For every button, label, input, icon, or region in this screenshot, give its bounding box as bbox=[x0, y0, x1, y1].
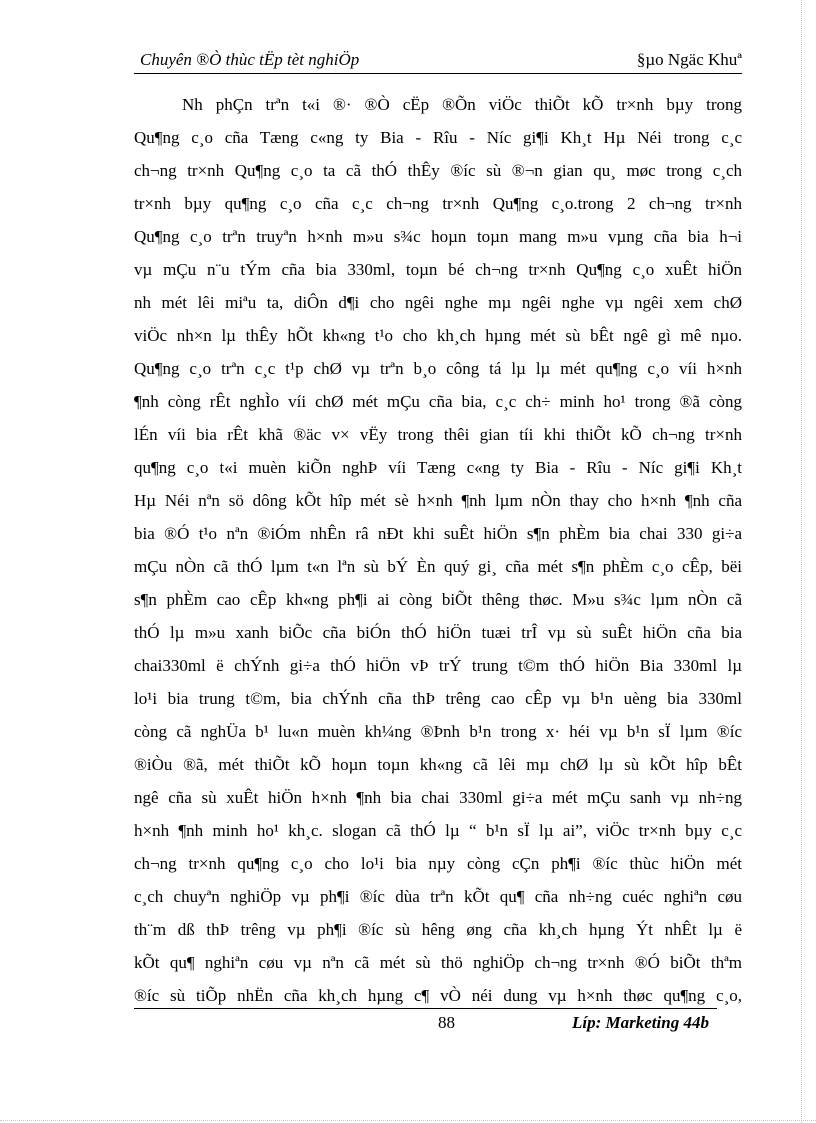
body-paragraph bbox=[134, 88, 742, 1012]
body-line: qu¶ng c¸o t«i muèn kiÕn nghÞ víi Tæng c«ng ty Bia - Rîu - Níc gi¶i Kh¸t bbox=[134, 458, 742, 477]
body-line: Hµ Néi nªn sö dông kÕt hîp mét sè h×nh ¶nh lµm nÒn thay cho h×nh ¶nh cña bbox=[134, 491, 742, 510]
body-line: lo¹i bia trung t©m, bia chÝnh cña thÞ trêng cao cÊp vµ b¹n uèng bia 330ml bbox=[134, 689, 742, 708]
body-line: c¸ch chuyªn nghiÖp vµ ph¶i ®íc dùa trªn kÕt qu¶ cña nh÷ng cuéc nghiªn cøu bbox=[134, 887, 742, 906]
body-line: kÕt qu¶ nghiªn cøu vµ nªn cã mét sù thö nghiÖp ch¬ng tr×nh ®Ó biÕt thªm bbox=[134, 953, 742, 972]
page-number: 88 bbox=[438, 1013, 455, 1032]
body-line: thÓ lµ m»u xanh biÕc cña biÓn thÓ hiÖn tuæi trÎ vµ sù suÊt hiÖn cña bia bbox=[134, 623, 742, 642]
body-line: tr×nh bµy qu¶ng c¸o cña c¸c ch¬ng tr×nh Qu¶ng c¸o.trong 2 ch¬ng tr×nh bbox=[134, 194, 742, 213]
body-line: h×nh ¶nh minh ho¹ kh¸c. slogan cã thÓ lµ “ b¹n sÏ lµ ai”, viÖc tr×nh bµy c¸c bbox=[134, 821, 742, 840]
body-line: ®iÒu ®ã, mét thiÕt kÕ hoµn toµn kh«ng cã lêi mµ chØ lµ sù kÕt hîp bÊt bbox=[134, 755, 742, 774]
body-line: Nh phÇn trªn t«i ®· ®Ò cËp ®Õn viÖc thiÕt kÕ tr×nh bµy trong bbox=[182, 95, 742, 114]
body-line: ch¬ng tr×nh Qu¶ng c¸o ta cã thÓ thÊy ®íc sù ®¬n gian qu¸ møc trong c¸ch bbox=[134, 161, 742, 180]
body-line: Qu¶ng c¸o trªn truyªn h×nh m»u s¾c hoµn toµn mang m»u vµng cña bia h¬i bbox=[134, 227, 742, 246]
body-line: lÉn víi bia rÊt khã ®äc v× vËy trong thêi gian tíi khi thiÕt kÕ ch¬ng tr×nh bbox=[134, 425, 742, 444]
header-rule bbox=[134, 73, 742, 74]
footer-rule bbox=[134, 1008, 717, 1009]
page-header bbox=[134, 50, 742, 74]
body-line: vµ mÇu n¨u tÝm cña bia 330ml, toµn bé ch¬ng tr×nh Qu¶ng c¸o xuÊt hiÖn bbox=[134, 260, 742, 279]
body-line: s¶n phÈm cao cÊp kh«ng ph¶i ai còng biÕt thêng thøc. M»u s¾c lµm nÒn cã bbox=[134, 590, 742, 609]
body-line: mÇu nÒn cã thÓ lµm t«n lªn sù bÝ Èn quý gi¸ cña mét s¶n phÈm c¸o cÊp, bëi bbox=[134, 557, 742, 576]
body-line: ch¬ng tr×nh qu¶ng c¸o cho lo¹i bia nµy còng cÇn ph¶i ®íc thùc hiÖn mét bbox=[134, 854, 742, 873]
body-line: Qu¶ng c¸o trªn c¸c t¹p chØ vµ trªn b¸o công tá lµ lµ mét qu¶ng c¸o víi h×nh bbox=[134, 359, 742, 378]
body-line: ¶nh còng rÊt nghÌo víi chØ mét mÇu cña bia, c¸c ch÷ minh ho¹ trong ®ã còng bbox=[134, 392, 742, 411]
body-line: nh mét lêi miªu ta, diÔn d¶i cho ngêi nghe mµ ngêi nghe vµ ngêi xem chØ bbox=[134, 293, 742, 312]
page-edge-bottom bbox=[0, 1120, 816, 1121]
body-line: bia ®Ó t¹o nªn ®iÓm nhÊn râ nÐt khi suÊt hiÖn s¶n phÈm bia chai 330 gi÷a bbox=[134, 524, 742, 543]
body-line: viÖc nh×n lµ thÊy hÕt kh«ng t¹o cho kh¸ch hµng mét sù bÊt ngê gì mê nµo. bbox=[134, 326, 742, 345]
body-line: th¨m dß thÞ trêng vµ ph¶i ®íc sù hêng øng cña kh¸ch hµng Ýt nhÊt lµ ë bbox=[134, 920, 742, 939]
body-line: ngê cña sù xuÊt hiÖn h×nh ¶nh bia chai 330ml gi÷a mét mÇu sanh vµ nh÷ng bbox=[134, 788, 742, 807]
body-line: ®íc sù tiÕp nhËn cña kh¸ch hµng c¶ vÒ néi dung vµ h×nh thøc qu¶ng c¸o, bbox=[134, 986, 742, 1005]
page-edge-right bbox=[801, 0, 802, 1123]
body-line: Qu¶ng c¸o cña Tæng c«ng ty Bia - Rîu - Níc gi¶i Kh¸t Hµ Néi trong c¸c bbox=[134, 128, 742, 147]
header-document-title: Chuyên ®Ò thùc tËp tèt nghiÖp bbox=[140, 50, 360, 69]
body-line: chai330ml ë chÝnh gi÷a thÓ hiÖn vÞ trÝ trung t©m thÓ hiÖn Bia 330ml lµ bbox=[134, 656, 742, 675]
footer-class-label: Líp: Marketing 44b bbox=[572, 1013, 709, 1032]
body-line: còng cã nghÜa b¹ lu«n muèn kh¼ng ®Þnh b¹n trong x· héi vµ b¹n sÏ lµm ®íc bbox=[134, 722, 742, 741]
header-author-name: §µo Ngäc Khuª bbox=[636, 50, 742, 69]
